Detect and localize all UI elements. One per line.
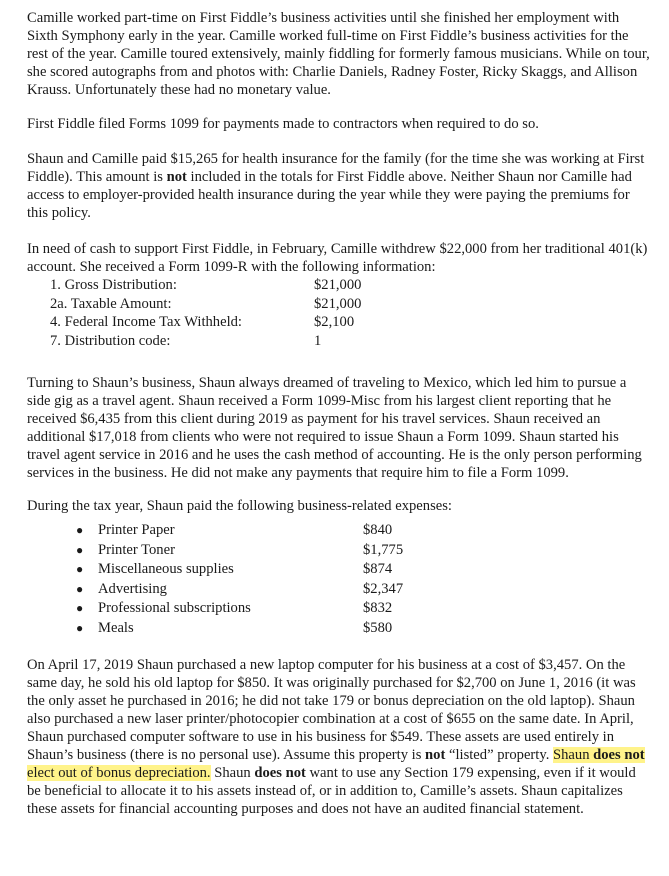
item-value: $580 — [363, 619, 393, 636]
item-value: 1 — [314, 332, 322, 349]
item-label: Meals — [98, 619, 134, 636]
item-label: Professional subscriptions — [98, 600, 251, 616]
item-value: $874 — [363, 561, 393, 577]
item-label: 4. Federal Income Tax Withheld: — [50, 314, 242, 330]
text-segment: “listed” property. — [445, 747, 553, 763]
item-value: $21,000 — [314, 295, 362, 312]
list-item — [50, 332, 653, 351]
list-item — [76, 521, 653, 541]
item-label: 2a. Taxable Amount: — [50, 295, 172, 312]
item-label: 7. Distribution code: — [50, 332, 171, 349]
text-segment: included in the totals for First Fiddle above. Neither Shaun nor Camille had access to employer-provided health insurance during the year while they were paying the premiums for this policy. — [27, 169, 632, 221]
text-segment: On April 17, 2019 Shaun purchased a new laptop computer for his business at a cost of $3,457. On the same day, he sold his old laptop for $850. It was originally purchased for $2,700 on June 1, 2016 (it was the only asset he purchased in 2016; he did not take 179 or bonus depreciation on the old laptop). Shaun also purchased a new laser printer/photocopier combination at a cost of $655 on the same date. In April, Shaun purchased computer software to use in his business for $549. These assets are used entirely in Shaun’s business (there is no personal use). Assume this property is — [27, 657, 636, 763]
item-label: Miscellaneous supplies — [98, 561, 234, 577]
paragraph-health-insurance — [27, 150, 653, 222]
paragraph-forms-1099: First Fiddle filed Forms 1099 for payments made to contractors when required to do so. — [27, 116, 539, 132]
paragraph-401k-withdrawal: In need of cash to support First Fiddle, in February, Camille withdrew $22,000 from her traditional 401(k) account. She received a Form 1099-R with the following information: — [27, 241, 648, 275]
list-item — [76, 599, 653, 619]
expenses-list — [76, 521, 653, 638]
item-value: $2,347 — [363, 580, 404, 597]
paragraph-asset-purchases — [27, 656, 653, 818]
item-label: Advertising — [98, 580, 167, 597]
text-segment: Shaun — [553, 747, 594, 763]
list-item — [76, 560, 653, 580]
text-segment: Shaun and Camille paid $15,265 for health insurance for the family (for the time she was working at First Fiddle). This amount is — [27, 151, 645, 185]
bullet-icon: ● — [76, 542, 84, 557]
list-item — [76, 619, 653, 639]
item-value: $832 — [363, 600, 393, 616]
bold-text: not — [166, 169, 187, 185]
bullet-icon: ● — [76, 562, 84, 576]
item-value: $840 — [363, 522, 393, 538]
item-label: 1. Gross Distribution: — [50, 277, 177, 293]
bullet-icon: ● — [76, 523, 84, 537]
bold-text: does not — [254, 765, 306, 781]
bullet-icon: ● — [76, 620, 84, 635]
item-value: $2,100 — [314, 314, 355, 330]
list-item — [50, 276, 653, 295]
list-item — [50, 313, 653, 332]
item-label: Printer Paper — [98, 522, 175, 538]
list-item — [50, 295, 653, 314]
text-segment: want to use any Section 179 expensing, even if it would be beneficial to allocate it to his assets instead of, or in addition to, Camille’s assets. Shaun capitalizes these assets for financial accounting purposes and does not have an audited financial statement. — [27, 765, 636, 817]
paragraph-expenses-intro: During the tax year, Shaun paid the following business-related expenses: — [27, 498, 452, 514]
item-label: Printer Toner — [98, 541, 175, 558]
bold-text: does not — [593, 747, 645, 763]
item-value: $21,000 — [314, 277, 362, 293]
text-segment: Shaun — [210, 765, 255, 781]
bullet-icon: ● — [76, 581, 84, 596]
bold-text: not — [425, 747, 446, 763]
bullet-icon: ● — [76, 601, 84, 615]
text-segment: elect out of bonus depreciation. — [27, 765, 211, 781]
item-value: $1,775 — [363, 541, 404, 558]
paragraph-camille-work: Camille worked part-time on First Fiddle’s business activities until she finished her employment with Sixth Symphony early in the year. Camille worked full-time on First Fiddle’s business activities for the rest of the year. Camille toured extensively, mainly fiddling for formerly famous musicians. While on tour, she scored autographs from and photos with: Charlie Daniels, Radney Foster, Ricky Skaggs, and Allison Krauss. Unfortunately these had no monetary value. — [27, 10, 650, 98]
list-item — [76, 580, 653, 600]
list-item — [76, 541, 653, 561]
form-1099r-list — [50, 276, 653, 350]
paragraph-shaun-business: Turning to Shaun’s business, Shaun always dreamed of traveling to Mexico, which led him to pursue a side gig as a travel agent. Shaun received a Form 1099-Misc from his largest client reporting that he received $6,435 from this client during 2019 as payment for his travel services. Shaun received an additional $17,018 from clients who were not required to issue Shaun a Form 1099. Shaun started his travel agent service in 2016 and he uses the cash method of accounting. He is the only person performing services in the business. He did not make any payments that require him to file a Form 1099. — [27, 375, 642, 481]
